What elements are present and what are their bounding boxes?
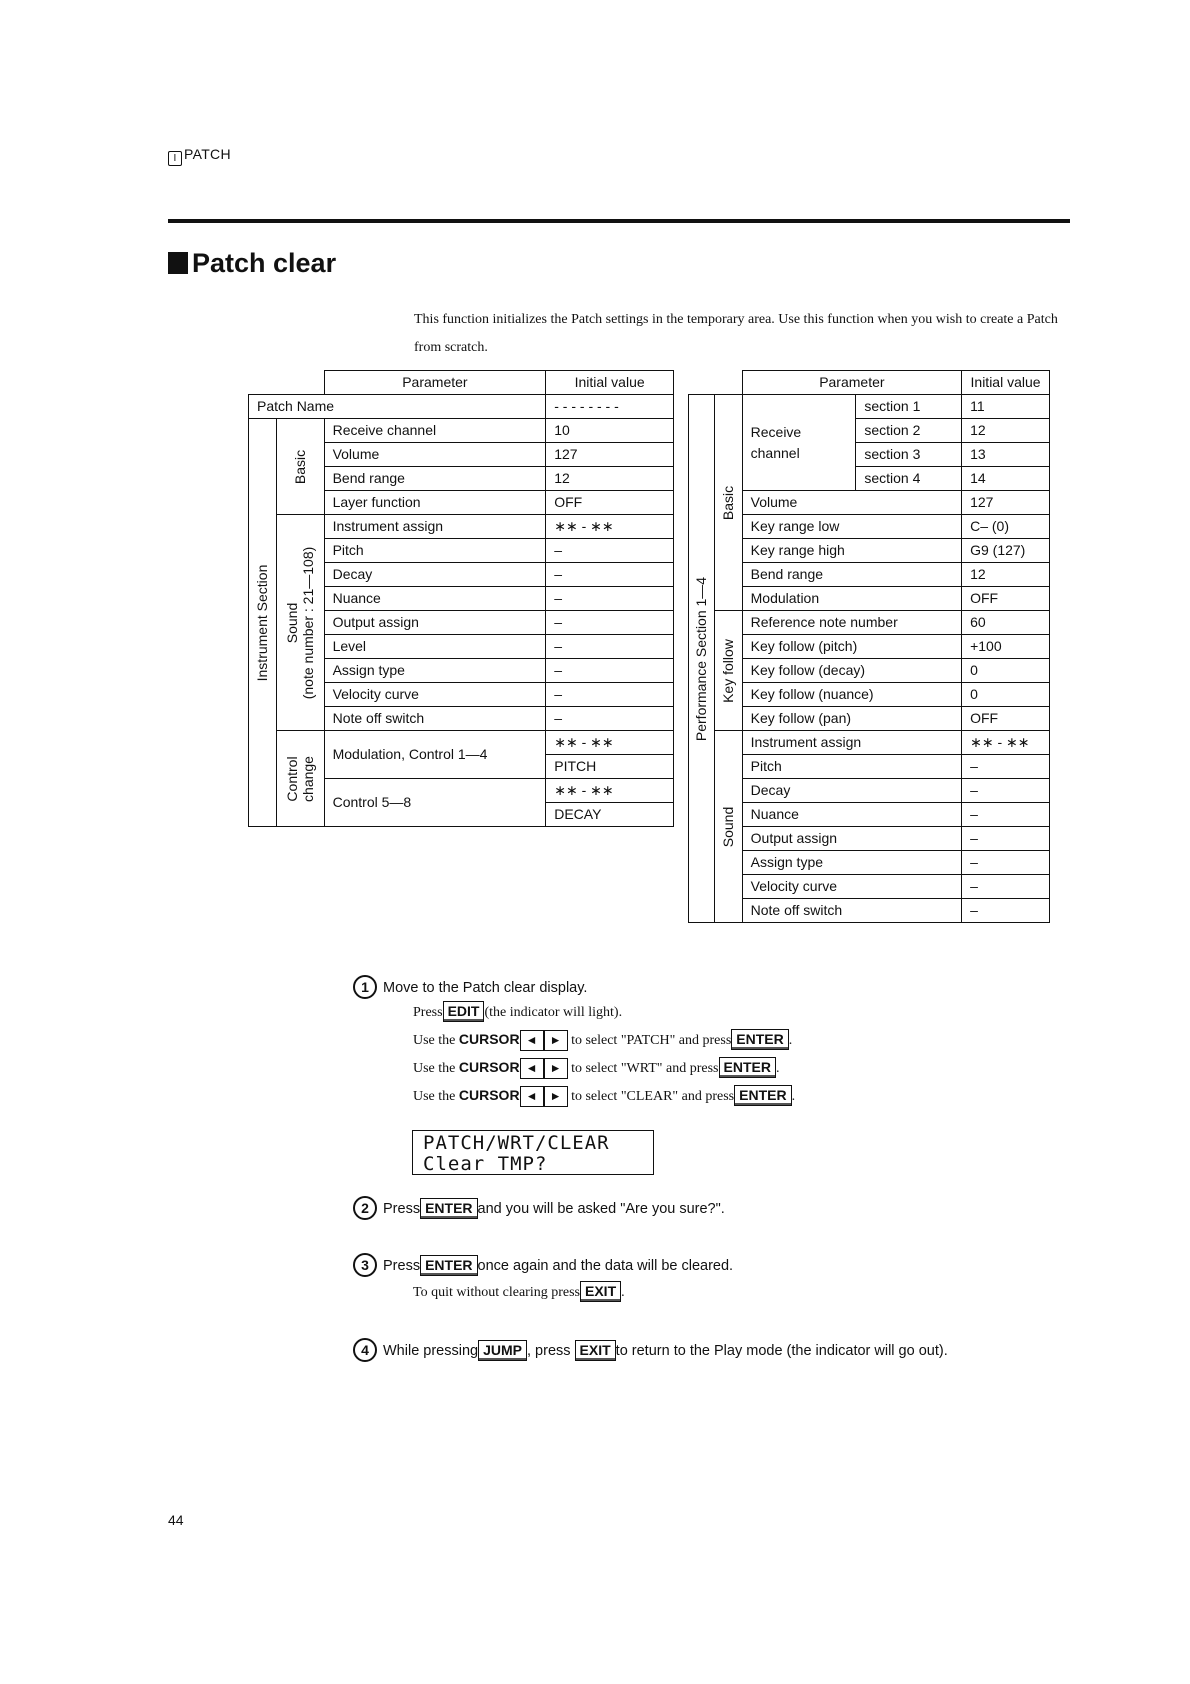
table-row-value: OFF bbox=[962, 587, 1050, 611]
table-row-param: Key follow (pitch) bbox=[742, 635, 961, 659]
running-header bbox=[168, 146, 231, 166]
lcd-line-2: Clear TMP? bbox=[423, 1153, 548, 1175]
key-follow-group-label: Key follow bbox=[714, 611, 742, 731]
table-row-value: PITCH bbox=[546, 755, 674, 779]
jump-key: JUMP bbox=[478, 1340, 527, 1361]
table-row-value: 11 bbox=[962, 395, 1050, 419]
cursor-word: CURSOR bbox=[458, 1031, 520, 1047]
step-1c: Use the CURSOR ◄ ► to select "WRT" and press ENTER . bbox=[413, 1057, 779, 1079]
table-row-value: – bbox=[546, 635, 674, 659]
table-row-param: section 3 bbox=[856, 443, 962, 467]
lcd-display bbox=[412, 1130, 654, 1175]
table-row-value: – bbox=[546, 683, 674, 707]
cursor-left-icon: ◄ bbox=[520, 1030, 544, 1051]
step-text: once again and the data will be cleared. bbox=[477, 1258, 734, 1274]
table-row-value: – bbox=[546, 539, 674, 563]
table-row-value: – bbox=[962, 851, 1050, 875]
basic-group-label: Basic bbox=[276, 419, 324, 515]
table-row-value: 127 bbox=[546, 443, 674, 467]
table-row-value: 0 bbox=[962, 659, 1050, 683]
table-row-value: – bbox=[546, 707, 674, 731]
page-title bbox=[168, 248, 336, 279]
step-number: 2 bbox=[353, 1196, 377, 1220]
basic-group-label: Basic bbox=[714, 395, 742, 611]
table-row-value: 14 bbox=[962, 467, 1050, 491]
table-row-value: OFF bbox=[962, 707, 1050, 731]
table-row-value: – bbox=[962, 899, 1050, 923]
control-change-label: Control change bbox=[276, 731, 324, 827]
table-row-param: Modulation bbox=[742, 587, 961, 611]
receive-channel-label: Receive channel bbox=[742, 395, 856, 491]
table-row-value: 127 bbox=[962, 491, 1050, 515]
cursor-word: CURSOR bbox=[458, 1059, 520, 1075]
lcd-line-1: PATCH/WRT/CLEAR bbox=[423, 1132, 610, 1154]
table-row-param: Decay bbox=[324, 563, 546, 587]
table-row-param: Key follow (pan) bbox=[742, 707, 961, 731]
cursor-word: CURSOR bbox=[458, 1087, 520, 1103]
header-text: PATCH bbox=[184, 146, 231, 162]
step-text: to select "WRT" and press bbox=[571, 1061, 719, 1076]
step-1b: Use the CURSOR ◄ ► to select "PATCH" and press ENTER . bbox=[413, 1029, 792, 1051]
table-row-value: 12 bbox=[546, 467, 674, 491]
table-row-value: – bbox=[962, 827, 1050, 851]
step-text: Use the bbox=[413, 1061, 456, 1076]
table-row-value: – bbox=[546, 587, 674, 611]
table-row-param: Pitch bbox=[742, 755, 961, 779]
step-text: to return to the Play mode (the indicator will go out). bbox=[615, 1343, 948, 1359]
cursor-right-icon: ► bbox=[544, 1058, 568, 1079]
table-row-value: – bbox=[546, 611, 674, 635]
title-square-icon bbox=[168, 252, 188, 274]
table-row-value: DECAY bbox=[546, 803, 674, 827]
step-text: Press bbox=[413, 1005, 443, 1020]
enter-key: ENTER bbox=[731, 1029, 788, 1050]
cursor-left-icon: ◄ bbox=[520, 1086, 544, 1107]
enter-key: ENTER bbox=[420, 1255, 477, 1276]
step-text: While pressing bbox=[383, 1343, 479, 1359]
header-rule bbox=[168, 219, 1070, 223]
table-row-param: Receive channel bbox=[324, 419, 546, 443]
table-row-param: Modulation, Control 1—4 bbox=[324, 731, 546, 779]
table-row-param: Key range high bbox=[742, 539, 961, 563]
instrument-section-label: Instrument Section bbox=[249, 419, 277, 827]
step-3 bbox=[361, 1253, 734, 1277]
step-text: Press bbox=[383, 1258, 421, 1274]
step-text: (the indicator will light). bbox=[484, 1005, 623, 1020]
table-row-value: ∗∗ - ∗∗ bbox=[962, 731, 1050, 755]
step-1 bbox=[361, 975, 588, 999]
enter-key: ENTER bbox=[420, 1198, 477, 1219]
table-row-param: Pitch bbox=[324, 539, 546, 563]
table-row-value: 13 bbox=[962, 443, 1050, 467]
table-row-value: G9 (127) bbox=[962, 539, 1050, 563]
page-title-text: Patch clear bbox=[192, 248, 337, 278]
step-text: to select "CLEAR" and press bbox=[571, 1089, 735, 1104]
table-row-param: Volume bbox=[324, 443, 546, 467]
col-header-parameter: Parameter bbox=[324, 371, 546, 395]
table-row-value: – bbox=[546, 563, 674, 587]
table-row-param: Reference note number bbox=[742, 611, 961, 635]
patch-name-value: - - - - - - - - bbox=[546, 395, 674, 419]
step-text: and you will be asked "Are you sure?". bbox=[477, 1201, 725, 1217]
col-header-initial: Initial value bbox=[546, 371, 674, 395]
cursor-right-icon: ► bbox=[544, 1030, 568, 1051]
step-number: 1 bbox=[353, 975, 377, 999]
col-header-parameter: Parameter bbox=[742, 371, 961, 395]
table-row-param: Assign type bbox=[742, 851, 961, 875]
table-row-value: ∗∗ - ∗∗ bbox=[546, 515, 674, 539]
exit-key: EXIT bbox=[580, 1281, 621, 1302]
table-row-param: Control 5—8 bbox=[324, 779, 546, 827]
sound-label-text: Sound (note number : 21—108) bbox=[284, 546, 317, 699]
step-1a bbox=[413, 1001, 622, 1022]
table-row-value: – bbox=[962, 803, 1050, 827]
enter-key: ENTER bbox=[734, 1085, 791, 1106]
step-4 bbox=[361, 1338, 948, 1362]
header-box: I bbox=[168, 151, 182, 166]
table-row-param: Key follow (decay) bbox=[742, 659, 961, 683]
table-row-value: – bbox=[962, 755, 1050, 779]
instrument-section-table bbox=[248, 370, 674, 827]
table-row-param: Output assign bbox=[324, 611, 546, 635]
exit-key: EXIT bbox=[575, 1340, 616, 1361]
step-text: Press bbox=[383, 1201, 421, 1217]
cursor-left-icon: ◄ bbox=[520, 1058, 544, 1079]
table-row-param: Note off switch bbox=[742, 899, 961, 923]
table-row-value: – bbox=[962, 779, 1050, 803]
step-text: Use the bbox=[413, 1033, 456, 1048]
table-row-value: ∗∗ - ∗∗ bbox=[546, 779, 674, 803]
table-row-value: 12 bbox=[962, 419, 1050, 443]
table-row-value: 60 bbox=[962, 611, 1050, 635]
table-row-param: Bend range bbox=[742, 563, 961, 587]
table-row-param: Bend range bbox=[324, 467, 546, 491]
step-number: 4 bbox=[353, 1338, 377, 1362]
table-row-param: section 2 bbox=[856, 419, 962, 443]
table-row-value: 0 bbox=[962, 683, 1050, 707]
table-row-param: Velocity curve bbox=[742, 875, 961, 899]
step-2 bbox=[361, 1196, 725, 1220]
table-row-value: +100 bbox=[962, 635, 1050, 659]
step-1d: Use the CURSOR ◄ ► to select "CLEAR" and press ENTER . bbox=[413, 1085, 795, 1107]
sound-group-label: Sound bbox=[714, 731, 742, 923]
enter-key: ENTER bbox=[719, 1057, 776, 1078]
step-text: To quit without clearing press bbox=[413, 1285, 580, 1300]
table-row-param: section 1 bbox=[856, 395, 962, 419]
performance-section-label: Performance Section 1—4 bbox=[689, 395, 715, 923]
step-text: Move to the Patch clear display. bbox=[383, 980, 588, 996]
table-row-param: Instrument assign bbox=[742, 731, 961, 755]
patch-name-label: Patch Name bbox=[249, 395, 546, 419]
step-text: to select "PATCH" and press bbox=[571, 1033, 732, 1048]
table-row-value: 12 bbox=[962, 563, 1050, 587]
edit-key: EDIT bbox=[443, 1001, 485, 1022]
table-row-param: Level bbox=[324, 635, 546, 659]
cursor-right-icon: ► bbox=[544, 1086, 568, 1107]
page-number: 44 bbox=[168, 1512, 184, 1528]
table-row-value: 10 bbox=[546, 419, 674, 443]
table-row-param: Decay bbox=[742, 779, 961, 803]
table-row-param: Volume bbox=[742, 491, 961, 515]
table-row-param: Nuance bbox=[324, 587, 546, 611]
table-row-value: OFF bbox=[546, 491, 674, 515]
table-row-param: Instrument assign bbox=[324, 515, 546, 539]
table-row-param: Nuance bbox=[742, 803, 961, 827]
step-number: 3 bbox=[353, 1253, 377, 1277]
table-row-param: Key follow (nuance) bbox=[742, 683, 961, 707]
table-row-value: – bbox=[546, 659, 674, 683]
step-text: , press bbox=[527, 1343, 571, 1359]
table-row-param: section 4 bbox=[856, 467, 962, 491]
intro-paragraph: This function initializes the Patch settings in the temporary area. Use this function when you wish to create a Patch from scratch. bbox=[414, 312, 1058, 355]
performance-section-table bbox=[688, 370, 1050, 923]
table-row-value: ∗∗ - ∗∗ bbox=[546, 731, 674, 755]
col-header-initial: Initial value bbox=[962, 371, 1050, 395]
table-row-param: Output assign bbox=[742, 827, 961, 851]
table-row-value: C– (0) bbox=[962, 515, 1050, 539]
table-row-param: Velocity curve bbox=[324, 683, 546, 707]
table-row-param: Layer function bbox=[324, 491, 546, 515]
table-row-param: Note off switch bbox=[324, 707, 546, 731]
table-row-value: – bbox=[962, 875, 1050, 899]
table-row-param: Assign type bbox=[324, 659, 546, 683]
step-text: Use the bbox=[413, 1089, 456, 1104]
sound-group-label bbox=[276, 515, 324, 731]
step-3a: To quit without clearing press EXIT . bbox=[413, 1283, 625, 1300]
table-row-param: Key range low bbox=[742, 515, 961, 539]
